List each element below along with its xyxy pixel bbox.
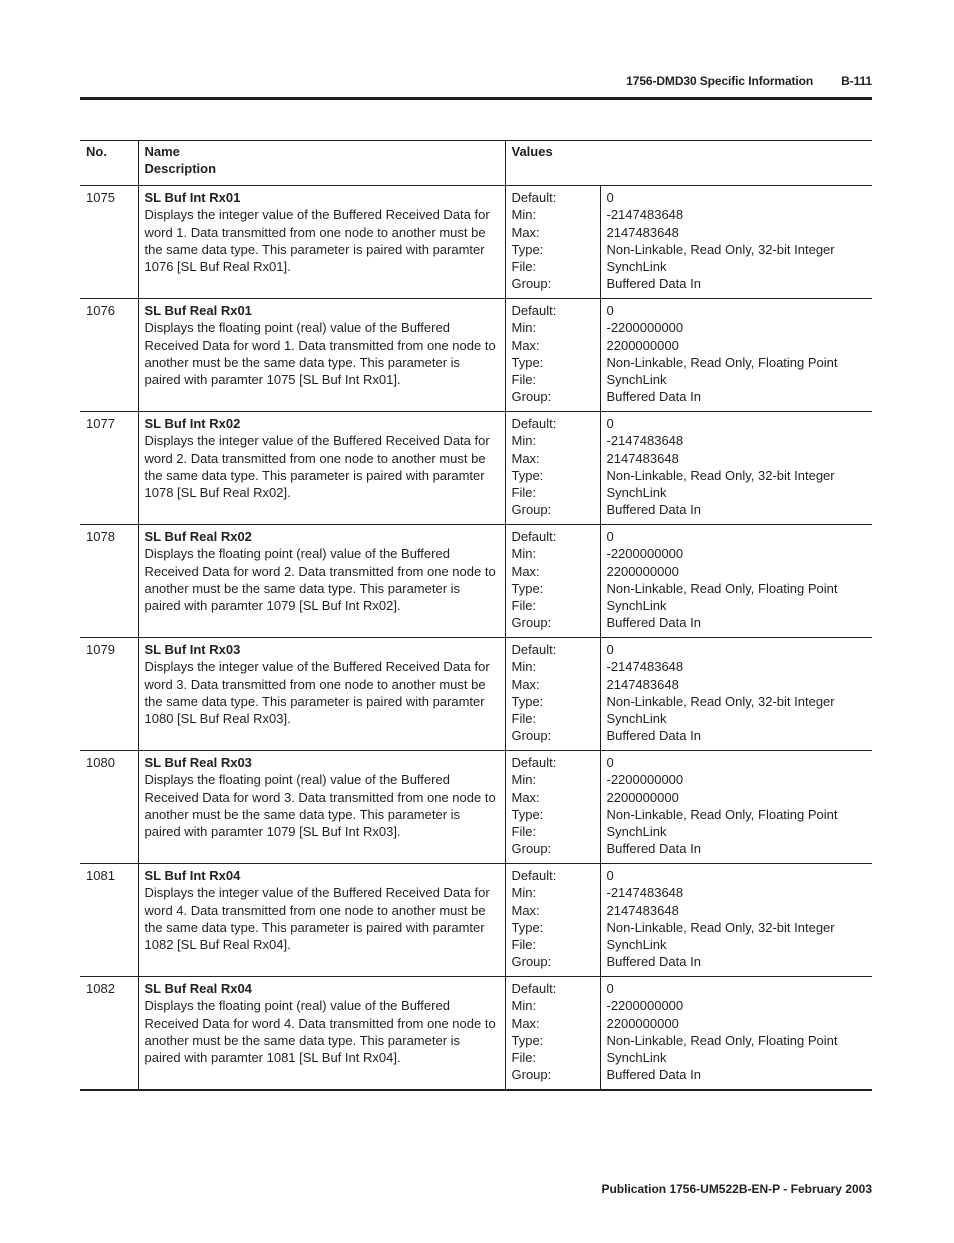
parameter-value: Non-Linkable, Read Only, 32-bit Integer	[606, 467, 835, 483]
value-label: Group:	[511, 502, 552, 518]
value-label: Type:	[511, 580, 544, 596]
parameter-value: Buffered Data In	[606, 841, 701, 857]
parameter-value: -2147483648	[606, 659, 684, 675]
value-label: Max:	[511, 676, 540, 692]
header-rule	[80, 97, 872, 100]
parameter-value: SynchLink	[606, 372, 667, 388]
parameter-name-description	[138, 299, 505, 412]
parameter-number: 1082	[80, 977, 138, 1090]
parameter-value: SynchLink	[606, 937, 667, 953]
value-labels	[505, 751, 600, 864]
parameter-description: Displays the floating point (real) value of the Buffered Received Data for word 1. Data transmitted from one node to another must be the same data type. This parameter is paired with paramter 1075 [SL Buf Int Rx01].	[144, 320, 496, 388]
value-labels	[505, 525, 600, 638]
table-header-row	[80, 141, 872, 186]
parameter-value: 2200000000	[606, 789, 679, 805]
parameter-number: 1081	[80, 864, 138, 977]
parameter-name: SL Buf Real Rx03	[144, 755, 252, 770]
parameter-name: SL Buf Int Rx02	[144, 416, 241, 431]
parameter-value: 2147483648	[606, 450, 679, 466]
parameter-value: Buffered Data In	[606, 276, 701, 292]
parameter-value: Buffered Data In	[606, 1067, 701, 1083]
parameter-value: -2200000000	[606, 998, 684, 1014]
value-label: Type:	[511, 241, 544, 257]
value-label: Default:	[511, 529, 557, 544]
value-label: Min:	[511, 207, 537, 223]
value-label: File:	[511, 824, 537, 840]
parameter-name-description	[138, 186, 505, 299]
parameter-value: -2200000000	[606, 320, 684, 336]
value-label: File:	[511, 937, 537, 953]
value-label: Min:	[511, 772, 537, 788]
parameter-description: Displays the floating point (real) value of the Buffered Received Data for word 3. Data transmitted from one node to another must be the same data type. This parameter is paired with paramter 1079 [SL Buf Int Rx03].	[144, 772, 496, 840]
parameter-values	[600, 638, 872, 751]
parameter-description: Displays the integer value of the Buffered Received Data for word 1. Data transmitted from one node to another must be the same data type. This parameter is paired with paramter 1076 [SL Buf Real Rx01].	[144, 207, 490, 275]
parameter-rows	[80, 186, 872, 1090]
parameter-value: Non-Linkable, Read Only, Floating Point	[606, 1032, 838, 1048]
value-label: File:	[511, 259, 537, 275]
parameter-value: Non-Linkable, Read Only, 32-bit Integer	[606, 693, 835, 709]
parameter-values	[600, 977, 872, 1090]
value-label: Max:	[511, 902, 540, 918]
value-label: Type:	[511, 467, 544, 483]
parameter-description: Displays the integer value of the Buffered Received Data for word 3. Data transmitted from one node to another must be the same data type. This parameter is paired with paramter 1080 [SL Buf Real Rx03].	[144, 659, 490, 727]
value-label: Default:	[511, 190, 557, 205]
section-title: 1756-DMD30 Specific Information	[626, 74, 814, 88]
parameter-value: 2200000000	[606, 337, 679, 353]
parameter-value: Non-Linkable, Read Only, Floating Point	[606, 806, 838, 822]
value-label: Min:	[511, 433, 537, 449]
value-labels	[505, 186, 600, 299]
parameter-description: Displays the floating point (real) value of the Buffered Received Data for word 4. Data transmitted from one node to another must be the same data type. This parameter is paired with paramter 1081 [SL Buf Int Rx04].	[144, 998, 496, 1066]
parameter-value: Non-Linkable, Read Only, 32-bit Integer	[606, 919, 835, 935]
parameter-value: Buffered Data In	[606, 389, 701, 405]
column-header-name-description	[138, 141, 505, 186]
parameter-name: SL Buf Real Rx04	[144, 981, 252, 996]
parameter-values	[600, 412, 872, 525]
value-label: Min:	[511, 659, 537, 675]
parameter-value: 2200000000	[606, 1015, 679, 1031]
value-label: Default:	[511, 416, 557, 431]
parameter-number: 1076	[80, 299, 138, 412]
table-row	[80, 412, 872, 525]
parameter-description: Displays the floating point (real) value of the Buffered Received Data for word 2. Data transmitted from one node to another must be the same data type. This parameter is paired with paramter 1079 [SL Buf Int Rx02].	[144, 546, 496, 614]
parameter-value: Non-Linkable, Read Only, Floating Point	[606, 354, 838, 370]
value-label: Type:	[511, 806, 544, 822]
parameter-value: Non-Linkable, Read Only, 32-bit Integer	[606, 241, 835, 257]
value-label: Default:	[511, 755, 557, 770]
parameter-values	[600, 186, 872, 299]
value-label: Group:	[511, 1067, 552, 1083]
value-label: Min:	[511, 546, 537, 562]
value-label: File:	[511, 598, 537, 614]
parameter-value: Buffered Data In	[606, 954, 701, 970]
value-label: Max:	[511, 337, 540, 353]
table-row	[80, 751, 872, 864]
value-label: Default:	[511, 981, 557, 996]
table-row	[80, 864, 872, 977]
parameter-value: SynchLink	[606, 1050, 667, 1066]
parameter-value: -2200000000	[606, 546, 684, 562]
parameter-value: SynchLink	[606, 259, 667, 275]
value-label: Type:	[511, 354, 544, 370]
table-row	[80, 525, 872, 638]
parameter-value: 0	[606, 642, 614, 657]
parameter-values	[600, 751, 872, 864]
parameter-name: SL Buf Int Rx04	[144, 868, 241, 883]
column-header-values: Values	[505, 141, 872, 186]
value-label: Group:	[511, 276, 552, 292]
parameter-value: 0	[606, 981, 614, 996]
value-label: Group:	[511, 728, 552, 744]
parameter-value: SynchLink	[606, 485, 667, 501]
value-label: Group:	[511, 954, 552, 970]
parameter-value: 2147483648	[606, 902, 679, 918]
parameter-value: -2147483648	[606, 207, 684, 223]
parameter-name-description	[138, 751, 505, 864]
parameter-value: -2200000000	[606, 772, 684, 788]
parameter-value: Buffered Data In	[606, 502, 701, 518]
value-label: Min:	[511, 998, 537, 1014]
parameter-name: SL Buf Int Rx03	[144, 642, 241, 657]
parameter-number: 1078	[80, 525, 138, 638]
parameter-number: 1077	[80, 412, 138, 525]
table-row	[80, 638, 872, 751]
value-label: Group:	[511, 615, 552, 631]
parameter-name-description	[138, 977, 505, 1090]
value-label: Max:	[511, 1015, 540, 1031]
value-label: File:	[511, 372, 537, 388]
value-label: Type:	[511, 919, 544, 935]
parameter-value: SynchLink	[606, 824, 667, 840]
parameter-value: SynchLink	[606, 711, 667, 727]
column-header-name: Name	[144, 144, 180, 159]
value-label: Type:	[511, 1032, 544, 1048]
parameter-value: 2147483648	[606, 224, 679, 240]
parameter-description: Displays the integer value of the Buffered Received Data for word 2. Data transmitted from one node to another must be the same data type. This parameter is paired with paramter 1078 [SL Buf Real Rx02].	[144, 433, 490, 501]
parameter-value: -2147483648	[606, 885, 684, 901]
value-label: Max:	[511, 224, 540, 240]
parameter-name: SL Buf Real Rx02	[144, 529, 252, 544]
table-row	[80, 299, 872, 412]
parameter-value: 0	[606, 303, 614, 318]
value-labels	[505, 299, 600, 412]
parameter-values	[600, 864, 872, 977]
parameter-value: 0	[606, 868, 614, 883]
parameter-name-description	[138, 525, 505, 638]
value-label: File:	[511, 711, 537, 727]
value-label: Min:	[511, 885, 537, 901]
parameter-number: 1079	[80, 638, 138, 751]
table-row	[80, 977, 872, 1090]
value-label: Max:	[511, 450, 540, 466]
parameter-name-description	[138, 638, 505, 751]
running-header	[80, 74, 872, 92]
value-label: File:	[511, 485, 537, 501]
table-row	[80, 186, 872, 299]
value-label: Type:	[511, 693, 544, 709]
value-label: Default:	[511, 642, 557, 657]
parameter-value: 2147483648	[606, 676, 679, 692]
parameter-description: Displays the integer value of the Buffered Received Data for word 4. Data transmitted from one node to another must be the same data type. This parameter is paired with paramter 1082 [SL Buf Real Rx04].	[144, 885, 490, 953]
value-label: File:	[511, 1050, 537, 1066]
value-label: Group:	[511, 841, 552, 857]
parameter-values	[600, 299, 872, 412]
column-header-description: Description	[144, 161, 217, 177]
value-label: Max:	[511, 789, 540, 805]
parameter-number: 1080	[80, 751, 138, 864]
parameter-value: -2147483648	[606, 433, 684, 449]
parameter-value: 0	[606, 416, 614, 431]
parameter-name: SL Buf Int Rx01	[144, 190, 241, 205]
parameter-value: 2200000000	[606, 563, 679, 579]
column-header-no: No.	[80, 141, 138, 186]
value-label: Max:	[511, 563, 540, 579]
value-label: Default:	[511, 868, 557, 883]
parameter-name-description	[138, 864, 505, 977]
parameter-value: SynchLink	[606, 598, 667, 614]
value-labels	[505, 412, 600, 525]
page-number: B-111	[841, 74, 872, 88]
value-label: Default:	[511, 303, 557, 318]
parameter-value: Buffered Data In	[606, 615, 701, 631]
parameter-value: Buffered Data In	[606, 728, 701, 744]
parameter-value: 0	[606, 190, 614, 205]
parameter-value: 0	[606, 529, 614, 544]
value-label: Group:	[511, 389, 552, 405]
parameter-table	[80, 140, 872, 1091]
value-label: Min:	[511, 320, 537, 336]
parameter-values	[600, 525, 872, 638]
parameter-value: 0	[606, 755, 614, 770]
publication-footer: Publication 1756-UM522B-EN-P - February 2003	[601, 1182, 872, 1196]
value-labels	[505, 977, 600, 1090]
value-labels	[505, 864, 600, 977]
value-labels	[505, 638, 600, 751]
parameter-name: SL Buf Real Rx01	[144, 303, 252, 318]
parameter-value: Non-Linkable, Read Only, Floating Point	[606, 580, 838, 596]
parameter-number: 1075	[80, 186, 138, 299]
parameter-name-description	[138, 412, 505, 525]
